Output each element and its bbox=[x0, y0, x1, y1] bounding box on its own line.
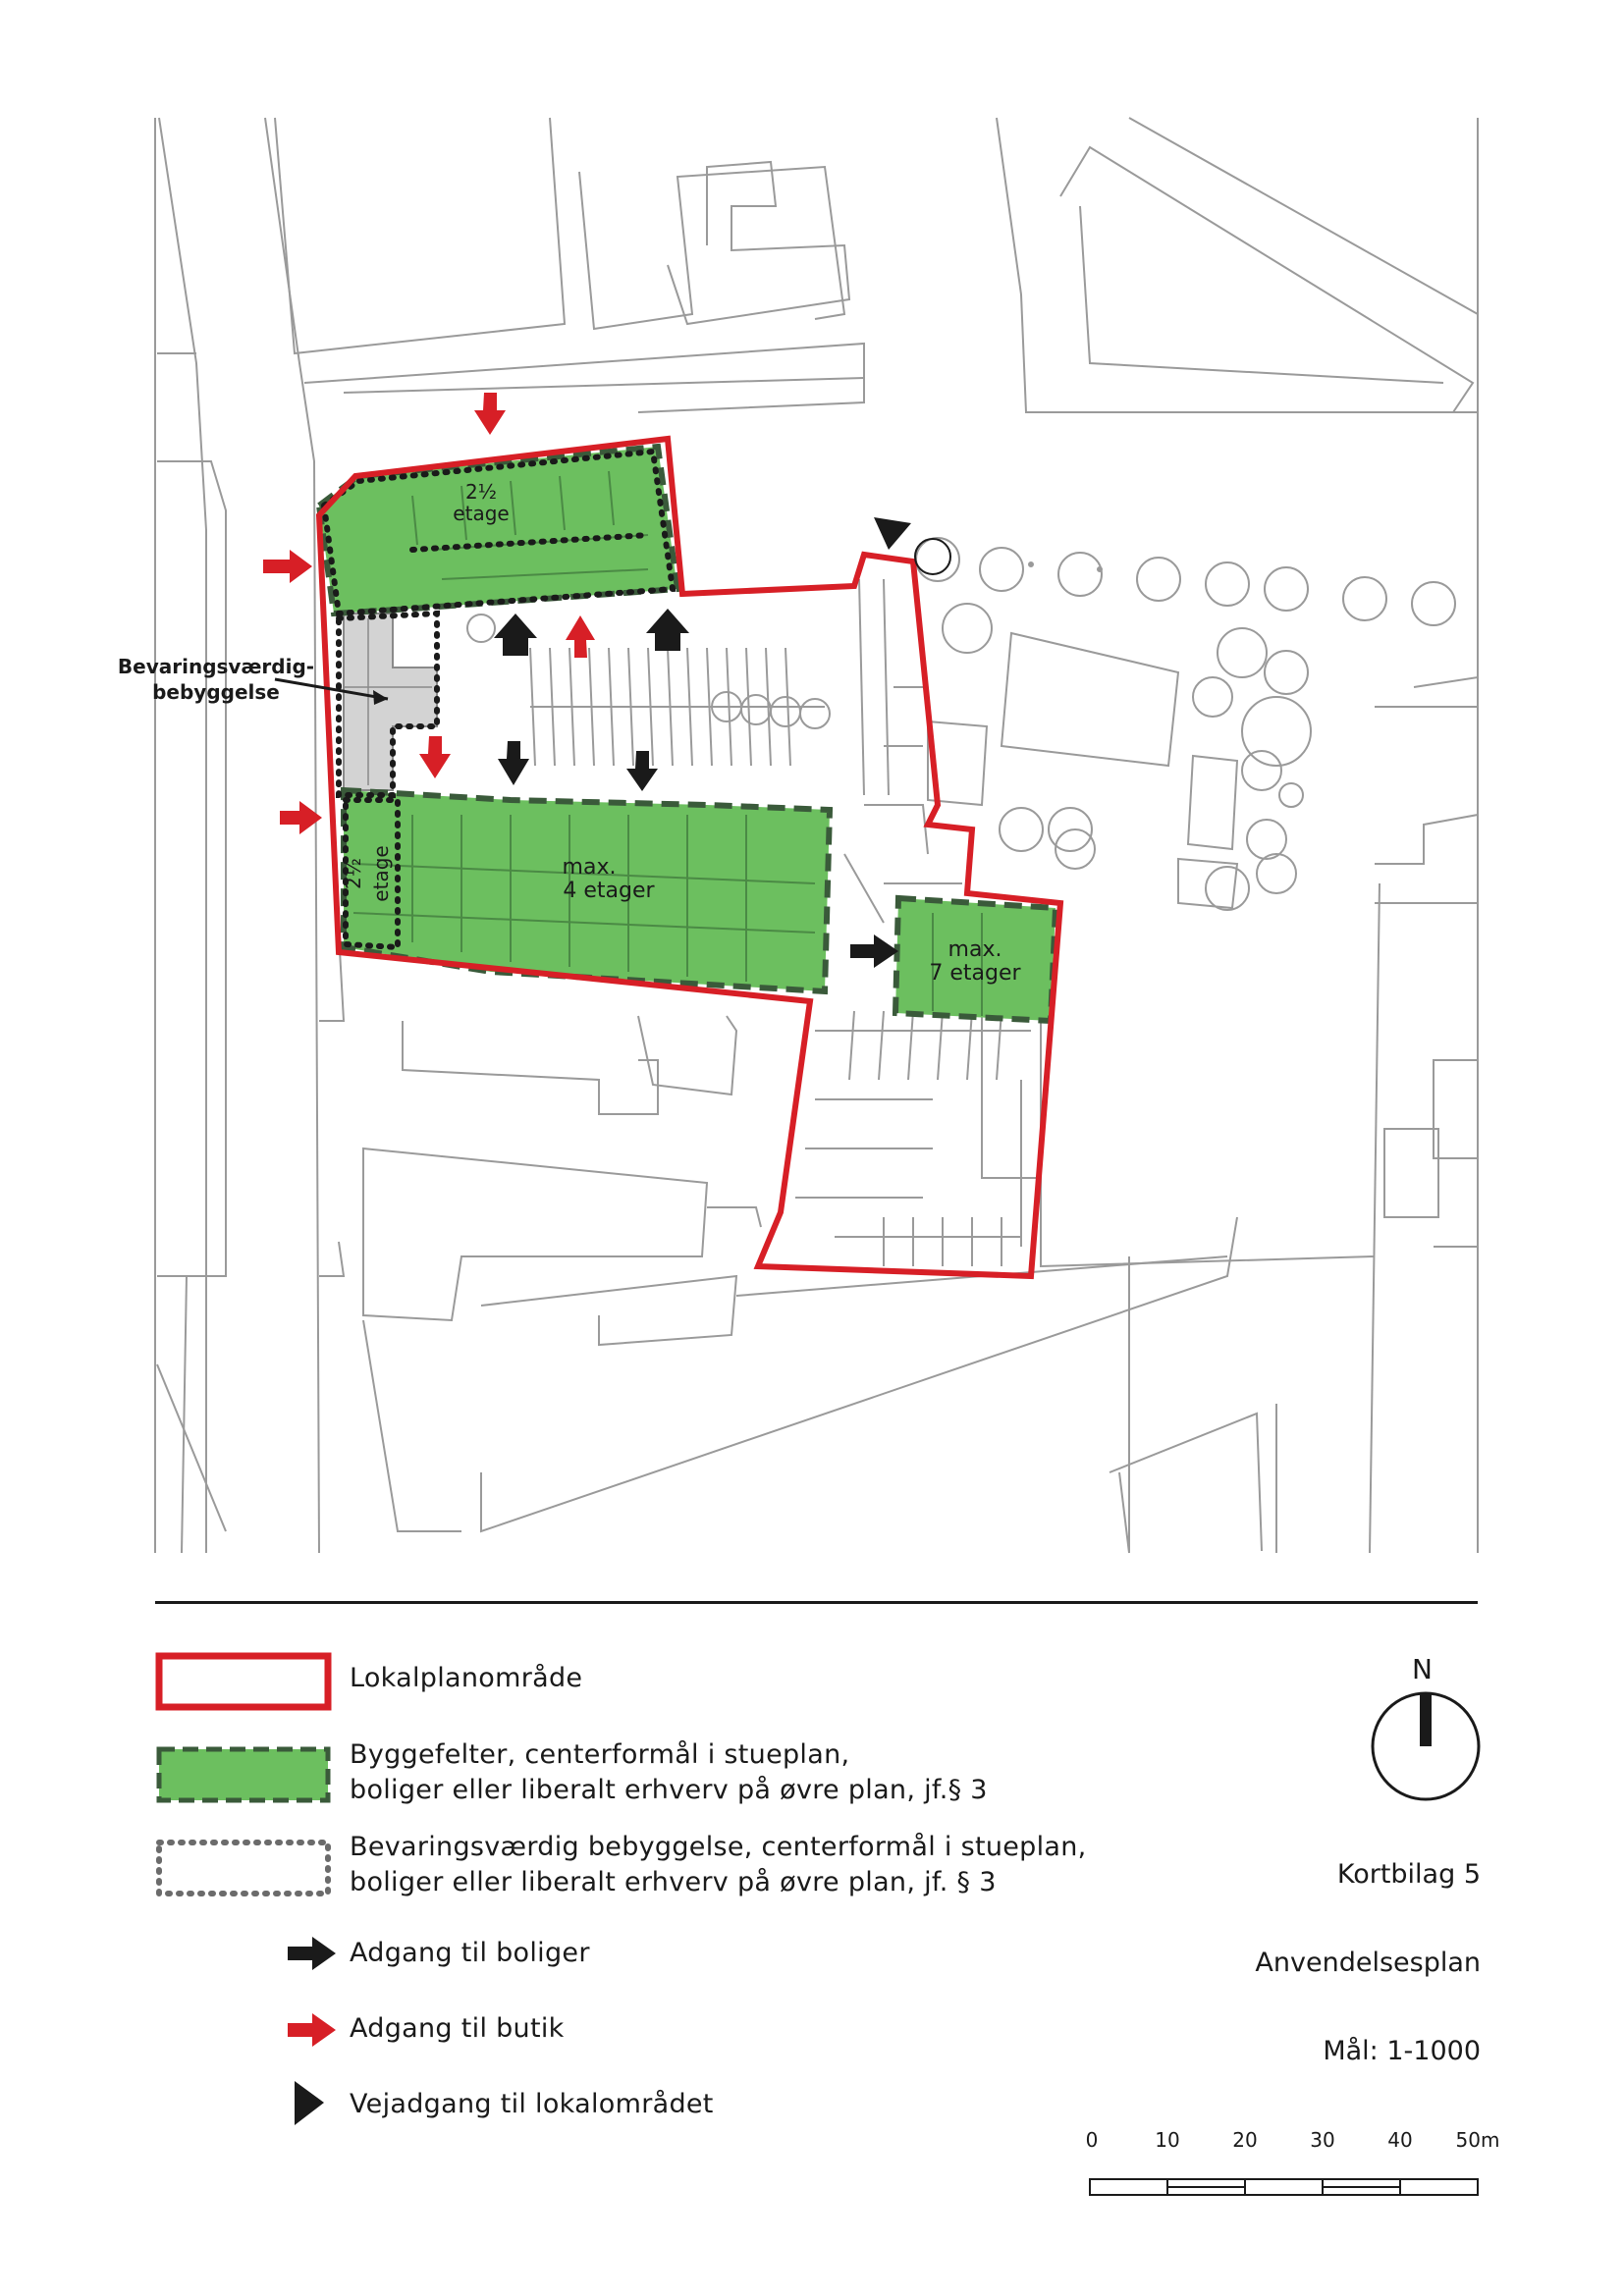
label-nw-line1: 2½ bbox=[464, 480, 498, 504]
label-west-line2: etage bbox=[369, 845, 393, 902]
label-bevaring-line2: bebyggelse bbox=[152, 680, 280, 704]
road-access-circle bbox=[915, 539, 950, 574]
arrow-right-icon bbox=[263, 550, 312, 583]
scale-bar bbox=[1090, 2179, 1478, 2195]
legend-symbol-building-field bbox=[159, 1749, 328, 1800]
legend-text-road-access: Vejadgang til lokalområdet bbox=[350, 2089, 714, 2119]
label-east-line2: 7 etager bbox=[929, 961, 1021, 986]
label-main-line1: max. bbox=[562, 855, 617, 880]
label-east-line1: max. bbox=[947, 937, 1002, 962]
legend-text-heritage: Bevaringsværdig bebyggelse, centerformål i stueplan, boliger eller liberalt erhverv på øvre plan, jf. § 3 bbox=[350, 1832, 1087, 1897]
legend-separator bbox=[155, 1601, 1478, 1604]
scale-tick-label: 20 bbox=[1232, 2128, 1258, 2152]
label-main-line2: 4 etager bbox=[563, 879, 655, 903]
legend-text-building-field: Byggefelter, centerformål i stueplan, boliger eller liberalt erhverv på øvre plan, jf.§ 3 bbox=[350, 1739, 988, 1805]
title-plan: Anvendelsesplan bbox=[1255, 1948, 1481, 1978]
arrow-down-icon bbox=[498, 741, 529, 785]
legend-text-access-shop: Adgang til butik bbox=[350, 2013, 565, 2044]
arrow-right-icon bbox=[850, 934, 898, 968]
north-arrow-needle bbox=[1420, 1693, 1432, 1746]
north-label: N bbox=[1412, 1653, 1433, 1685]
scale-tick-label: 30 bbox=[1310, 2128, 1335, 2152]
scale-tick-label: 0 bbox=[1085, 2128, 1099, 2152]
arrow-down-icon bbox=[474, 393, 506, 435]
title-bilag: Kortbilag 5 bbox=[1336, 1859, 1481, 1890]
label-nw-line2: etage bbox=[453, 502, 510, 525]
legend-text-access-housing: Adgang til boliger bbox=[350, 1938, 590, 1968]
title-scale: Mål: 1-1000 bbox=[1323, 2036, 1481, 2066]
scale-tick-label: 50m bbox=[1455, 2128, 1500, 2152]
label-bevaring-line1: Bevaringsværdig- bbox=[117, 655, 315, 678]
scale-tick-label: 10 bbox=[1155, 2128, 1180, 2152]
road-access-triangle-icon bbox=[874, 517, 911, 550]
scale-tick-label: 40 bbox=[1387, 2128, 1413, 2152]
label-west-line1: 2½ bbox=[342, 857, 365, 890]
arrow-up-icon bbox=[646, 609, 689, 651]
arrow-down-icon bbox=[419, 736, 451, 778]
legend-text-boundary: Lokalplanområde bbox=[350, 1663, 583, 1693]
legend-symbol-boundary bbox=[159, 1656, 328, 1707]
